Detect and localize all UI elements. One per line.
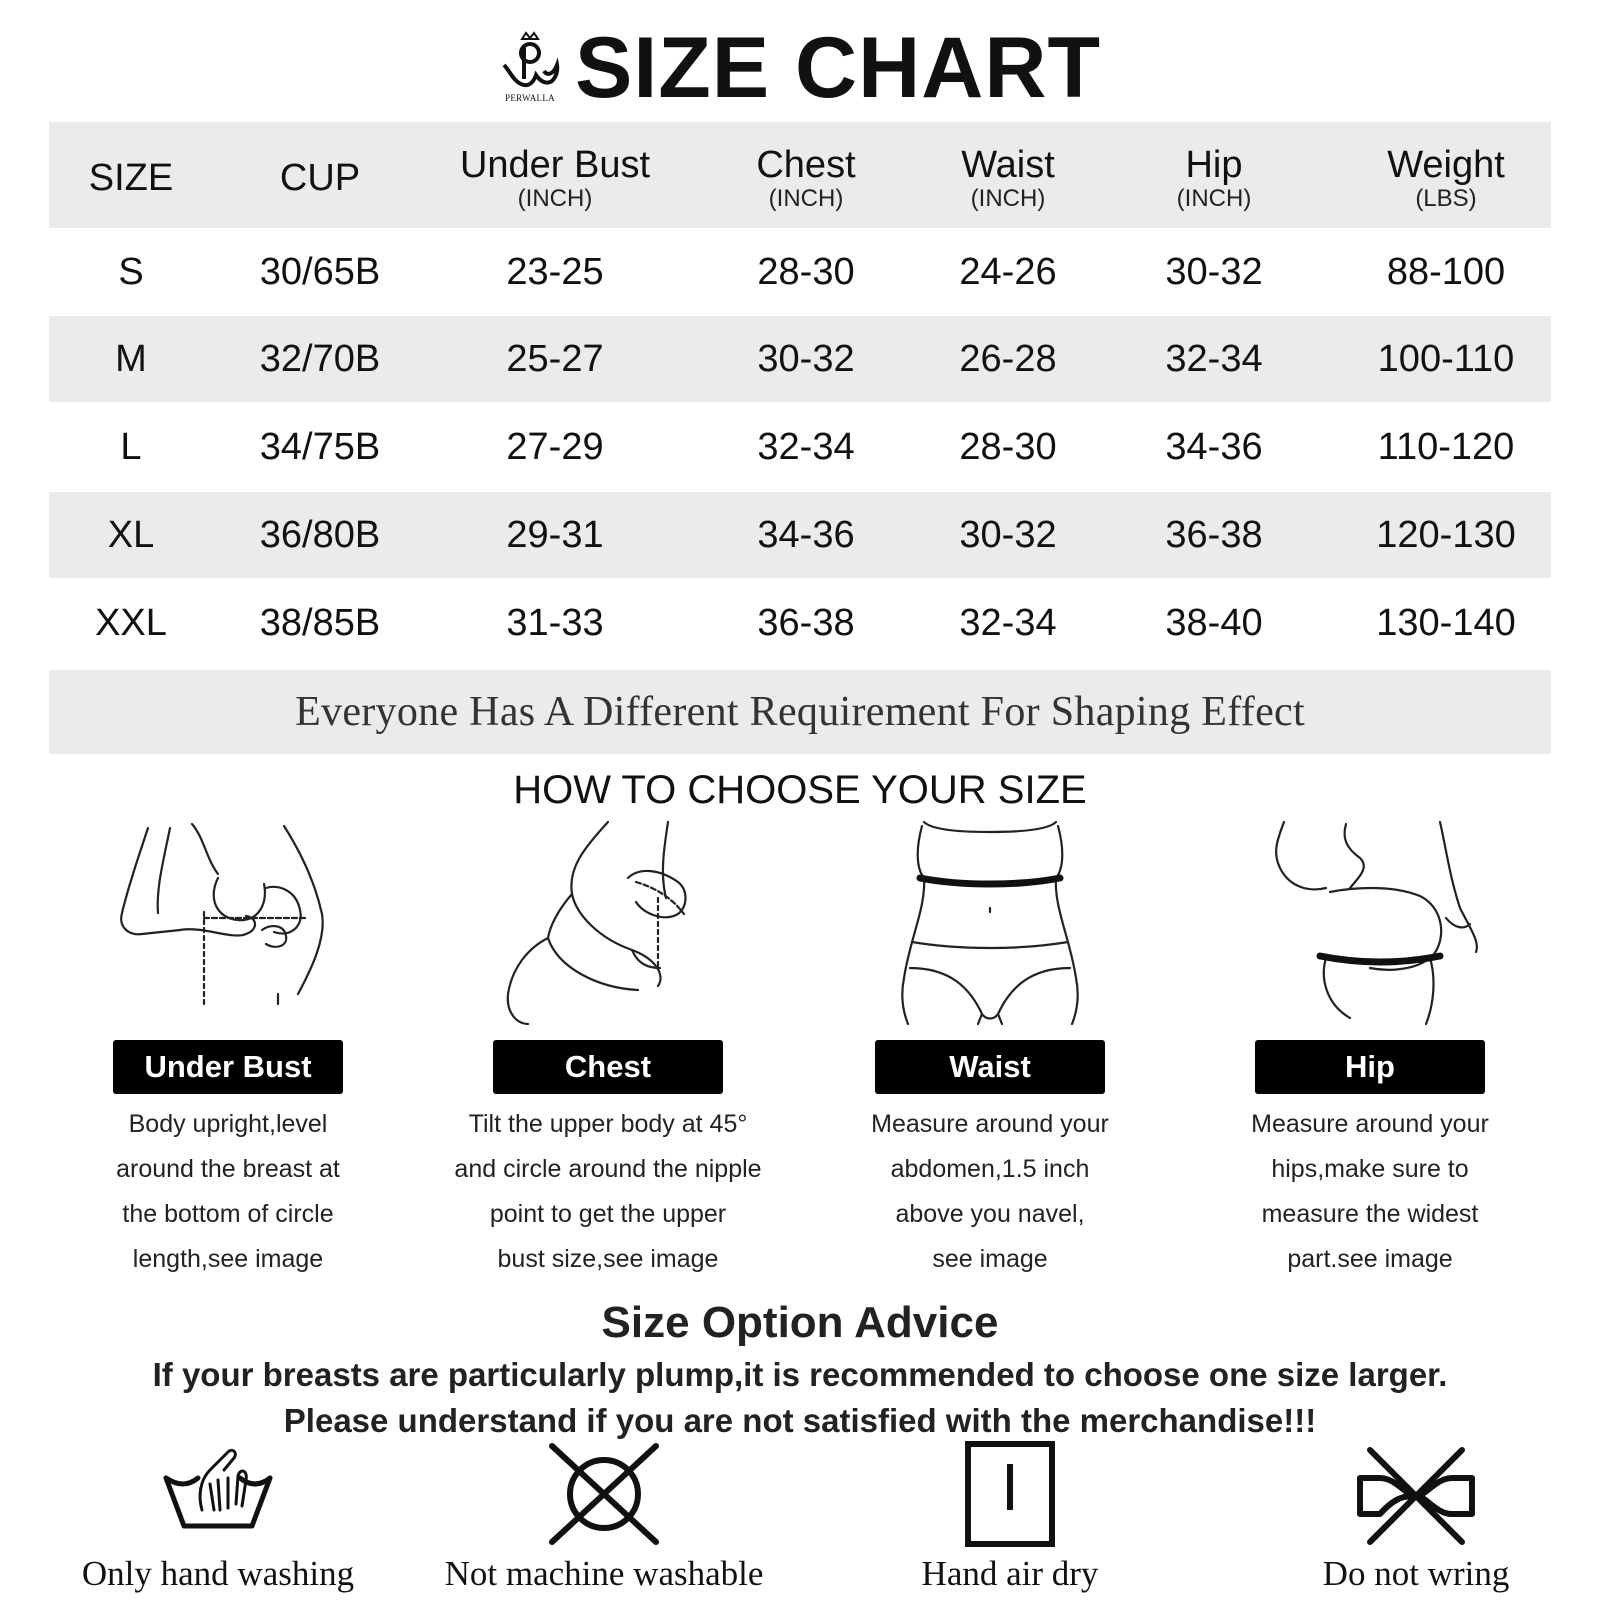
- table-cell: 25-27: [506, 337, 604, 380]
- measurement-guide: [0, 818, 1600, 1288]
- table-cell: 32-34: [959, 601, 1057, 644]
- under-bust-description: Body upright,level around the breast at the bottom of circle length,see image: [116, 1110, 340, 1273]
- hand-wash-label: Only hand washing: [81, 1554, 355, 1593]
- table-row: [49, 402, 1551, 492]
- table-cell: 36-38: [1165, 513, 1263, 556]
- col-waist: Waist (INCH): [961, 143, 1055, 212]
- hand-wash-icon: [158, 1440, 278, 1550]
- air-dry-icon: [950, 1440, 1070, 1550]
- advice-line-2: Please understand if you are not satisfied with the merchandise!!!: [283, 1402, 1317, 1439]
- brand-logo: [499, 31, 561, 105]
- table-cell: XL: [107, 513, 155, 556]
- table-cell: 30-32: [959, 513, 1057, 556]
- table-cell: 38-40: [1165, 601, 1263, 644]
- col-size: SIZE: [88, 157, 174, 200]
- table-cell: 34/75B: [259, 425, 381, 468]
- guide-chest: [418, 818, 798, 1282]
- tagline: Everyone Has A Different Requirement For Shaping Effect: [49, 670, 1551, 754]
- col-chest: Chest (INCH): [756, 143, 856, 212]
- table-cell: 34-36: [1165, 425, 1263, 468]
- col-under-bust: Under Bust (INCH): [459, 143, 651, 212]
- table-cell: 30-32: [757, 337, 855, 380]
- hip-figure-icon: [1250, 818, 1490, 1028]
- care-do-not-wring: [1246, 1440, 1586, 1594]
- table-cell: L: [120, 425, 142, 468]
- table-cell: 34-36: [757, 513, 855, 556]
- table-cell: 28-30: [757, 250, 855, 293]
- table-cell: 30-32: [1165, 250, 1263, 293]
- waist-description: Measure around your abdomen,1.5 inch above you navel, see image: [871, 1110, 1109, 1273]
- col-cup: CUP: [279, 157, 361, 200]
- no-machine-wash-label: Not machine washable: [444, 1554, 764, 1593]
- under-bust-figure-icon: [108, 818, 348, 1028]
- advice-line-1: If your breasts are particularly plump,it is recommended to choose one size larger.: [152, 1356, 1448, 1393]
- table-cell: 30/65B: [259, 250, 381, 293]
- header: [0, 18, 1600, 118]
- table-cell: 32-34: [1165, 337, 1263, 380]
- advice-title: Size Option Advice: [601, 1298, 999, 1347]
- table-row: [49, 316, 1551, 402]
- table-row: [49, 228, 1551, 316]
- advice-text: [0, 1352, 1600, 1444]
- care-instructions: [0, 1440, 1600, 1600]
- waist-figure-icon: [870, 818, 1110, 1028]
- table-cell: 26-28: [959, 337, 1057, 380]
- table-cell: S: [118, 250, 144, 293]
- do-not-wring-label: Do not wring: [1322, 1554, 1510, 1593]
- no-machine-wash-icon: [544, 1440, 664, 1550]
- table-cell: 32/70B: [259, 337, 381, 380]
- page-title: SIZE CHART: [575, 20, 1101, 116]
- table-cell: 27-29: [506, 425, 604, 468]
- guide-under-bust: [38, 818, 418, 1282]
- brand-name: PERWALLA: [505, 93, 555, 103]
- guide-waist: [800, 818, 1180, 1282]
- do-not-wring-icon: [1356, 1440, 1476, 1550]
- col-weight: Weight (LBS): [1387, 143, 1505, 212]
- table-cell: 29-31: [506, 513, 604, 556]
- size-table: [49, 122, 1551, 668]
- guide-hip: [1180, 818, 1560, 1282]
- table-cell: M: [115, 337, 147, 380]
- crown-logo-icon: [500, 31, 560, 93]
- hip-description: Measure around your hips,make sure to measure the widest part.see image: [1251, 1110, 1489, 1273]
- table-cell: 130-140: [1376, 601, 1516, 644]
- table-row: [49, 492, 1551, 578]
- table-cell: 120-130: [1376, 513, 1516, 556]
- table-cell: XXL: [95, 601, 167, 644]
- table-row: [49, 578, 1551, 668]
- table-cell: 100-110: [1377, 337, 1515, 380]
- table-cell: 36-38: [757, 601, 855, 644]
- table-cell: 36/80B: [259, 513, 381, 556]
- table-cell: 38/85B: [259, 601, 381, 644]
- under-bust-badge: Under Bust: [113, 1040, 343, 1094]
- care-no-machine-wash: [434, 1440, 774, 1594]
- chest-description: Tilt the upper body at 45° and circle around the nipple point to get the upper bust size,see image: [454, 1110, 762, 1273]
- care-hand-wash: [48, 1440, 388, 1594]
- care-air-dry: [840, 1440, 1180, 1594]
- table-cell: 31-33: [506, 601, 604, 644]
- table-cell: 23-25: [506, 250, 604, 293]
- col-hip: Hip (INCH): [1176, 143, 1252, 212]
- table-cell: 32-34: [757, 425, 855, 468]
- table-cell: 88-100: [1386, 250, 1506, 293]
- chest-figure-icon: [488, 818, 728, 1028]
- table-header: [49, 122, 1551, 228]
- air-dry-label: Hand air dry: [921, 1554, 1099, 1593]
- how-to-title: HOW TO CHOOSE YOUR SIZE: [513, 768, 1087, 812]
- table-cell: 110-120: [1377, 425, 1515, 468]
- table-cell: 28-30: [959, 425, 1057, 468]
- table-cell: 24-26: [959, 250, 1057, 293]
- chest-badge: Chest: [493, 1040, 723, 1094]
- hip-badge: Hip: [1255, 1040, 1485, 1094]
- waist-badge: Waist: [875, 1040, 1105, 1094]
